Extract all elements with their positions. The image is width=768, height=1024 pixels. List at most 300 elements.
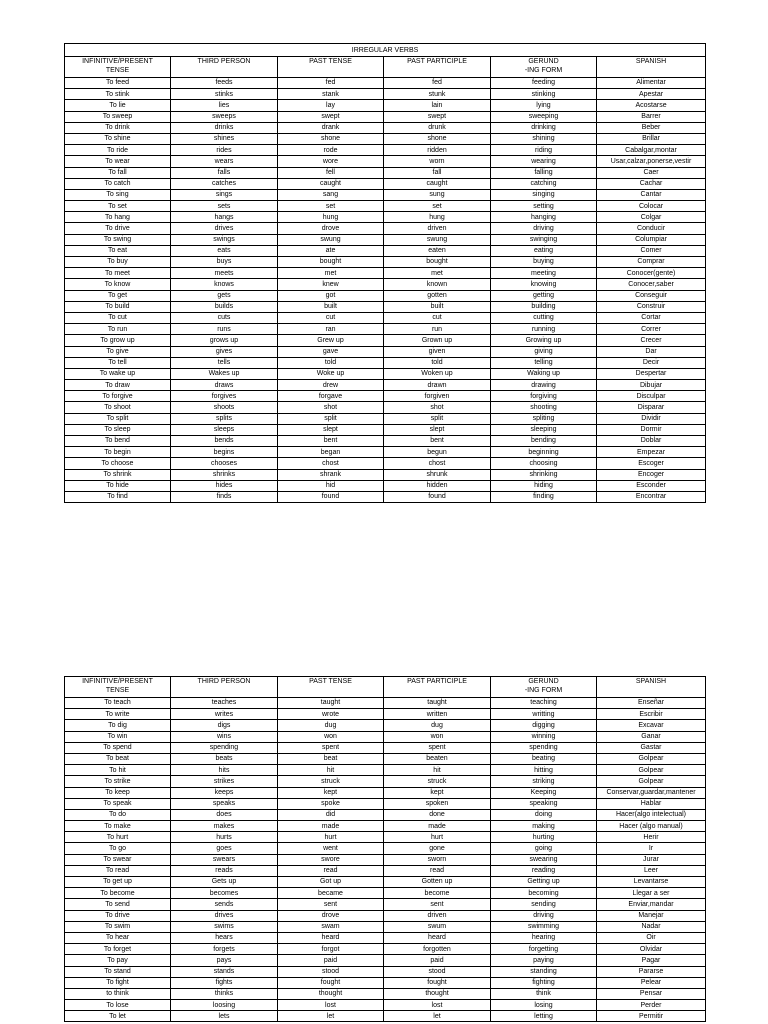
verb-cell: sworn — [384, 854, 491, 865]
verb-cell: Apestar — [597, 89, 706, 100]
verb-cell: got — [278, 290, 384, 301]
verb-cell: To forgive — [65, 391, 171, 402]
verb-cell: done — [384, 809, 491, 820]
verb-cell: To drive — [65, 910, 171, 921]
verb-cell: To read — [65, 865, 171, 876]
verb-row — [65, 402, 706, 413]
verb-cell: Perder — [597, 1000, 706, 1011]
verb-cell: meeting — [491, 268, 597, 279]
verb-cell: known — [384, 279, 491, 290]
verb-cell: Leer — [597, 865, 706, 876]
verb-cell: Disparar — [597, 402, 706, 413]
verb-cell: riding — [491, 145, 597, 156]
verb-cell: run — [384, 324, 491, 335]
verb-cell: begun — [384, 447, 491, 458]
verb-cell: sets — [171, 201, 278, 212]
verb-cell: Pelear — [597, 977, 706, 988]
verb-cell: becoming — [491, 888, 597, 899]
verb-row — [65, 145, 706, 156]
verb-cell: To forget — [65, 944, 171, 955]
title-row — [65, 44, 706, 57]
verb-cell: swept — [278, 111, 384, 122]
verb-cell: To go — [65, 843, 171, 854]
verb-cell: digs — [171, 720, 278, 731]
verb-cell: Conocer,saber — [597, 279, 706, 290]
verb-cell: Grew up — [278, 335, 384, 346]
verb-cell: lay — [278, 100, 384, 111]
verb-cell: To strike — [65, 776, 171, 787]
verb-cell: making — [491, 821, 597, 832]
verb-cell: swearing — [491, 854, 597, 865]
verb-cell: drank — [278, 122, 384, 133]
verb-row — [65, 854, 706, 865]
verb-cell: hidden — [384, 480, 491, 491]
verb-cell: shines — [171, 133, 278, 144]
verb-cell: forgives — [171, 391, 278, 402]
verb-cell: chost — [278, 458, 384, 469]
verb-cell: does — [171, 809, 278, 820]
verb-cell: Levantarse — [597, 877, 706, 888]
verb-cell: Excavar — [597, 720, 706, 731]
verb-cell: sent — [278, 899, 384, 910]
verb-cell: Hacer (algo manual) — [597, 821, 706, 832]
verb-cell: To speak — [65, 798, 171, 809]
verb-cell: forgot — [278, 944, 384, 955]
verb-cell: become — [384, 888, 491, 899]
verb-cell: going — [491, 843, 597, 854]
verb-row — [65, 1011, 706, 1022]
verb-cell: cuts — [171, 312, 278, 323]
verb-cell: forgotten — [384, 944, 491, 955]
verb-cell: sung — [384, 189, 491, 200]
verb-cell: Wakes up — [171, 368, 278, 379]
verb-cell: Conocer(gente) — [597, 268, 706, 279]
verb-cell: To choose — [65, 458, 171, 469]
verb-cell: fall — [384, 167, 491, 178]
verb-cell: gone — [384, 843, 491, 854]
verb-cell: taught — [384, 698, 491, 709]
verb-cell: ridden — [384, 145, 491, 156]
verb-row — [65, 832, 706, 843]
verb-cell: drawing — [491, 380, 597, 391]
verb-row — [65, 100, 706, 111]
verb-row — [65, 753, 706, 764]
verb-cell: Hablar — [597, 798, 706, 809]
verb-cell: thought — [278, 988, 384, 999]
verb-cell: swims — [171, 921, 278, 932]
verb-cell: paying — [491, 955, 597, 966]
verb-cell: feeds — [171, 78, 278, 89]
verb-cell: forgave — [278, 391, 384, 402]
verb-cell: To hang — [65, 212, 171, 223]
verb-cell: shining — [491, 133, 597, 144]
verb-cell: letting — [491, 1011, 597, 1022]
verb-cell: To swim — [65, 921, 171, 932]
verb-cell: Golpear — [597, 776, 706, 787]
verb-cell: ran — [278, 324, 384, 335]
verb-cell: stinks — [171, 89, 278, 100]
verb-row — [65, 921, 706, 932]
verb-cell: taught — [278, 698, 384, 709]
verb-cell: Alimentar — [597, 78, 706, 89]
verb-cell: eaten — [384, 245, 491, 256]
verb-cell: eating — [491, 245, 597, 256]
verb-cell: draws — [171, 380, 278, 391]
verb-row — [65, 122, 706, 133]
verb-cell: built — [384, 301, 491, 312]
verb-cell: found — [278, 491, 384, 502]
verb-cell: Pensar — [597, 988, 706, 999]
verb-cell: To pay — [65, 955, 171, 966]
verb-row — [65, 380, 706, 391]
verb-cell: To let — [65, 1011, 171, 1022]
verb-cell: Comprar — [597, 257, 706, 268]
verb-cell: Herir — [597, 832, 706, 843]
verb-cell: fought — [278, 977, 384, 988]
verb-row — [65, 156, 706, 167]
verb-row — [65, 776, 706, 787]
verb-cell: drinking — [491, 122, 597, 133]
verb-cell: split — [384, 413, 491, 424]
verb-cell: shot — [384, 402, 491, 413]
verb-cell: makes — [171, 821, 278, 832]
verb-cell: driven — [384, 910, 491, 921]
verb-cell: lain — [384, 100, 491, 111]
verb-cell: reads — [171, 865, 278, 876]
irregular-verbs-table-1 — [64, 43, 706, 503]
verb-row — [65, 335, 706, 346]
verb-cell: Enseñar — [597, 698, 706, 709]
verb-cell: Columpiar — [597, 234, 706, 245]
verb-row — [65, 469, 706, 480]
verb-cell: To do — [65, 809, 171, 820]
verb-cell: meets — [171, 268, 278, 279]
verb-cell: gotten — [384, 290, 491, 301]
verb-cell: To split — [65, 413, 171, 424]
verb-cell: thought — [384, 988, 491, 999]
verb-cell: Golpear — [597, 753, 706, 764]
verb-cell: pays — [171, 955, 278, 966]
verb-cell: Pararse — [597, 966, 706, 977]
verb-cell: bends — [171, 436, 278, 447]
verb-cell: Grown up — [384, 335, 491, 346]
verb-cell: hitting — [491, 765, 597, 776]
verb-cell: gets — [171, 290, 278, 301]
verb-cell: hit — [278, 765, 384, 776]
verb-cell: grows up — [171, 335, 278, 346]
verb-cell: hits — [171, 765, 278, 776]
verb-row — [65, 436, 706, 447]
verb-cell: lets — [171, 1011, 278, 1022]
verb-cell: swung — [384, 234, 491, 245]
verb-cell: bending — [491, 436, 597, 447]
verb-cell: spent — [384, 742, 491, 753]
verb-cell: sweeping — [491, 111, 597, 122]
verb-cell: To drive — [65, 223, 171, 234]
verb-cell: To catch — [65, 178, 171, 189]
verb-cell: shot — [278, 402, 384, 413]
verb-cell: wrote — [278, 709, 384, 720]
verb-cell: rode — [278, 145, 384, 156]
header-third-person: THIRD PERSON — [171, 677, 278, 698]
verb-cell: Woke up — [278, 368, 384, 379]
verb-row — [65, 491, 706, 502]
verb-cell: To hear — [65, 932, 171, 943]
verb-cell: Llegar a ser — [597, 888, 706, 899]
verb-cell: To dig — [65, 720, 171, 731]
header-infinitive: INFINITIVE/PRESENT TENSE — [65, 57, 171, 78]
verb-row — [65, 279, 706, 290]
verb-cell: hangs — [171, 212, 278, 223]
verb-cell: swings — [171, 234, 278, 245]
verb-cell: shrinks — [171, 469, 278, 480]
verb-cell: sweeps — [171, 111, 278, 122]
verb-cell: Cachar — [597, 178, 706, 189]
verb-cell: To send — [65, 899, 171, 910]
verb-cell: speaking — [491, 798, 597, 809]
verb-cell: Disculpar — [597, 391, 706, 402]
verb-cell: To shine — [65, 133, 171, 144]
verb-cell: lost — [384, 1000, 491, 1011]
verb-cell: knowing — [491, 279, 597, 290]
verb-row — [65, 368, 706, 379]
verb-cell: set — [384, 201, 491, 212]
verb-cell: stood — [278, 966, 384, 977]
verb-cell: setting — [491, 201, 597, 212]
verb-cell: getting — [491, 290, 597, 301]
verb-cell: winning — [491, 731, 597, 742]
verb-cell: struck — [384, 776, 491, 787]
verb-cell: To beat — [65, 753, 171, 764]
verb-cell: told — [384, 357, 491, 368]
verb-row — [65, 787, 706, 798]
verb-row — [65, 268, 706, 279]
verb-cell: Correr — [597, 324, 706, 335]
verb-cell: shrank — [278, 469, 384, 480]
verb-cell: Cortar — [597, 312, 706, 323]
verb-cell: to think — [65, 988, 171, 999]
verb-cell: To hide — [65, 480, 171, 491]
verb-row — [65, 731, 706, 742]
verb-row — [65, 346, 706, 357]
verb-cell: hiding — [491, 480, 597, 491]
verb-cell: teaches — [171, 698, 278, 709]
verb-cell: Decir — [597, 357, 706, 368]
verb-cell: read — [384, 865, 491, 876]
verb-cell: Pagar — [597, 955, 706, 966]
verb-row — [65, 312, 706, 323]
verb-row — [65, 720, 706, 731]
verb-cell: goes — [171, 843, 278, 854]
verb-cell: To eat — [65, 245, 171, 256]
verb-cell: speaks — [171, 798, 278, 809]
verb-cell: To give — [65, 346, 171, 357]
verb-row — [65, 413, 706, 424]
verb-cell: wore — [278, 156, 384, 167]
verb-cell: To wake up — [65, 368, 171, 379]
verb-cell: drinks — [171, 122, 278, 133]
verb-cell: drives — [171, 223, 278, 234]
verb-cell: tells — [171, 357, 278, 368]
verb-row — [65, 212, 706, 223]
verb-row — [65, 955, 706, 966]
verb-cell: beat — [278, 753, 384, 764]
verb-cell: knew — [278, 279, 384, 290]
verb-cell: began — [278, 447, 384, 458]
verb-cell: forgetting — [491, 944, 597, 955]
verb-row — [65, 324, 706, 335]
verb-cell: shrunk — [384, 469, 491, 480]
verb-cell: let — [384, 1011, 491, 1022]
verb-cell: Got up — [278, 877, 384, 888]
header-spanish: SPANISH — [597, 677, 706, 698]
verb-row — [65, 809, 706, 820]
verb-cell: forgiven — [384, 391, 491, 402]
verb-cell: rides — [171, 145, 278, 156]
verb-cell: lying — [491, 100, 597, 111]
verb-cell: hearing — [491, 932, 597, 943]
verb-cell: Conducir — [597, 223, 706, 234]
verb-cell: falls — [171, 167, 278, 178]
verb-cell: sleeping — [491, 424, 597, 435]
verb-cell: spent — [278, 742, 384, 753]
verb-cell: strikes — [171, 776, 278, 787]
verb-cell: dug — [384, 720, 491, 731]
verb-cell: Crecer — [597, 335, 706, 346]
verb-cell: keeps — [171, 787, 278, 798]
verb-row — [65, 78, 706, 89]
verb-cell: Escoger — [597, 458, 706, 469]
verb-cell: finds — [171, 491, 278, 502]
verb-cell: writes — [171, 709, 278, 720]
verb-cell: To begin — [65, 447, 171, 458]
verb-cell: Hacer(algo intelectual) — [597, 809, 706, 820]
verb-cell: catches — [171, 178, 278, 189]
verb-row — [65, 290, 706, 301]
verb-cell: Woken up — [384, 368, 491, 379]
verb-cell: To lose — [65, 1000, 171, 1011]
verb-cell: beats — [171, 753, 278, 764]
verb-cell: Esconder — [597, 480, 706, 491]
verb-cell: Encoger — [597, 469, 706, 480]
header-row — [65, 57, 706, 78]
verb-row — [65, 932, 706, 943]
verb-cell: Gastar — [597, 742, 706, 753]
verb-cell: builds — [171, 301, 278, 312]
verb-cell: telling — [491, 357, 597, 368]
verb-row — [65, 424, 706, 435]
verb-cell: To stink — [65, 89, 171, 100]
verb-cell: To cut — [65, 312, 171, 323]
verb-cell: hurts — [171, 832, 278, 843]
verb-cell: splits — [171, 413, 278, 424]
verb-cell: eats — [171, 245, 278, 256]
verb-cell: To sweep — [65, 111, 171, 122]
verb-cell: bent — [278, 436, 384, 447]
verb-cell: swore — [278, 854, 384, 865]
verb-cell: shone — [278, 133, 384, 144]
verb-cell: shrinking — [491, 469, 597, 480]
verb-cell: To win — [65, 731, 171, 742]
verb-cell: stands — [171, 966, 278, 977]
verb-cell: hears — [171, 932, 278, 943]
verb-cell: fed — [278, 78, 384, 89]
verb-cell: Waking up — [491, 368, 597, 379]
verb-cell: hides — [171, 480, 278, 491]
verb-cell: finding — [491, 491, 597, 502]
verb-cell: Permitir — [597, 1011, 706, 1022]
verb-row — [65, 234, 706, 245]
verb-cell: stinking — [491, 89, 597, 100]
verb-cell: To swear — [65, 854, 171, 865]
verb-cell: bought — [278, 257, 384, 268]
verb-cell: made — [384, 821, 491, 832]
verb-cell: bent — [384, 436, 491, 447]
verb-row — [65, 888, 706, 899]
verb-cell: set — [278, 201, 384, 212]
verb-cell: told — [278, 357, 384, 368]
verb-cell: found — [384, 491, 491, 502]
verb-cell: given — [384, 346, 491, 357]
verb-cell: swung — [278, 234, 384, 245]
verb-cell: hurting — [491, 832, 597, 843]
verb-cell: sends — [171, 899, 278, 910]
header-gerund: GERUND -ING FORM — [491, 677, 597, 698]
verb-row — [65, 391, 706, 402]
verb-cell: kept — [384, 787, 491, 798]
verb-cell: Golpear — [597, 765, 706, 776]
verb-cell: To spend — [65, 742, 171, 753]
verb-cell: choosing — [491, 458, 597, 469]
verb-row — [65, 877, 706, 888]
verb-cell: reading — [491, 865, 597, 876]
verb-row — [65, 301, 706, 312]
table-body — [65, 698, 706, 1022]
verb-cell: let — [278, 1011, 384, 1022]
verb-cell: begins — [171, 447, 278, 458]
verb-cell: Getting up — [491, 877, 597, 888]
verb-cell: To buy — [65, 257, 171, 268]
verb-cell: hurt — [384, 832, 491, 843]
verb-cell: running — [491, 324, 597, 335]
verb-row — [65, 480, 706, 491]
verb-cell: drove — [278, 910, 384, 921]
verb-cell: went — [278, 843, 384, 854]
verb-cell: spending — [491, 742, 597, 753]
verb-cell: To hit — [65, 765, 171, 776]
verb-cell: slept — [384, 424, 491, 435]
verb-cell: fights — [171, 977, 278, 988]
verb-cell: building — [491, 301, 597, 312]
verb-cell: Keeping — [491, 787, 597, 798]
verb-row — [65, 977, 706, 988]
verb-cell: catching — [491, 178, 597, 189]
verb-cell: To teach — [65, 698, 171, 709]
verb-cell: To drink — [65, 122, 171, 133]
verb-cell: To stand — [65, 966, 171, 977]
verb-cell: Enviar,mandar — [597, 899, 706, 910]
verb-cell: bought — [384, 257, 491, 268]
verb-cell: sang — [278, 189, 384, 200]
verb-cell: Olvidar — [597, 944, 706, 955]
verb-cell: Construir — [597, 301, 706, 312]
irregular-verbs-table-2 — [64, 676, 706, 1022]
verb-cell: To build — [65, 301, 171, 312]
header-past-participle: PAST PARTICIPLE — [384, 677, 491, 698]
verb-cell: chooses — [171, 458, 278, 469]
verb-row — [65, 843, 706, 854]
verb-cell: spending — [171, 742, 278, 753]
